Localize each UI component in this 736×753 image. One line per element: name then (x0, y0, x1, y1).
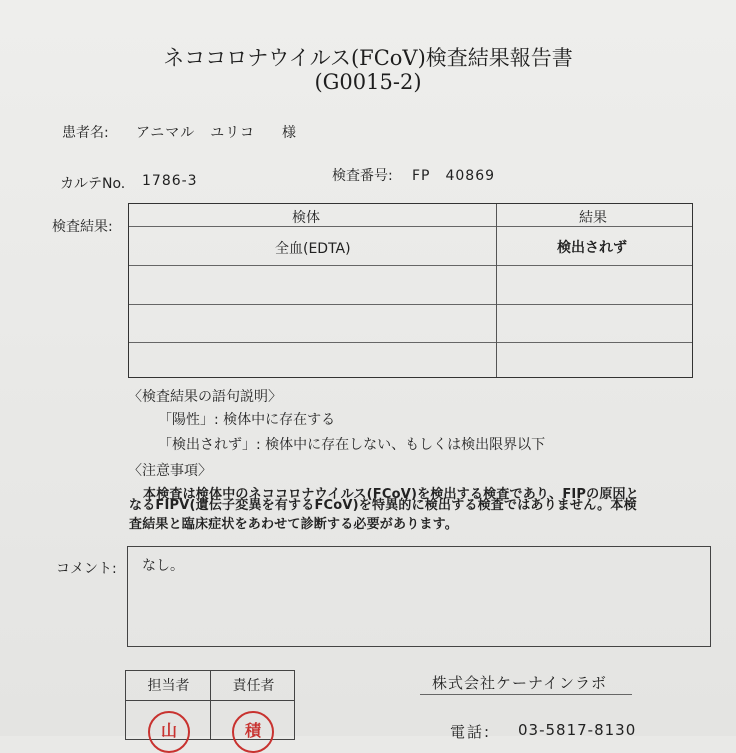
chart-no-value: 1786-3 (142, 173, 198, 189)
company-name: 株式会社ケーナインラボ (432, 674, 607, 692)
report-code: (G0015-2) (314, 70, 422, 94)
comment-label: コメント: (56, 561, 117, 577)
report-title: ネココロナウイルス(FCoV)検査結果報告書 (163, 46, 573, 70)
glossary-positive: 「陽性」: 検体中に存在する (158, 412, 336, 428)
test-no-label: 検査番号: (332, 168, 393, 184)
caution-line-3: 査結果と臨床症状をあわせて診断する必要があります。 (129, 517, 458, 532)
glossary-not-detected: 「検出されず」: 検体中に存在しない、もしくは検出限界以下 (158, 437, 546, 453)
header-result: 結果 (579, 210, 607, 226)
staff-header: 担当者 (147, 678, 190, 694)
phone-number: 03-5817-8130 (518, 721, 637, 739)
test-no-value: FP 40869 (412, 168, 496, 184)
caution-line-2: なるFIPV(遺伝子変異を有するFCoV)を特異的に検出する検査ではありません。本検 (129, 498, 637, 513)
results-label: 検査結果: (52, 219, 113, 235)
staff-seal: 山 (148, 711, 190, 753)
result-cell: 検出されず (557, 240, 627, 256)
caution-line-1: 本検査は検体中のネココロナウイルス(FCoV)を検出する検査であり、FIPの原因と (143, 487, 639, 502)
chart-no-label: カルテNo. (60, 176, 126, 192)
comment-box (127, 546, 711, 647)
patient-label: 患者名: (62, 125, 109, 141)
glossary-heading: 〈検査結果の語句説明〉 (128, 389, 282, 405)
signoff-table (125, 670, 295, 740)
manager-header: 責任者 (232, 678, 275, 694)
manager-seal: 積 (232, 711, 274, 753)
sample-cell: 全血(EDTA) (275, 241, 351, 257)
company-underline (420, 694, 632, 695)
comment-text: なし。 (142, 558, 184, 574)
phone-label: 電話: (450, 723, 492, 741)
patient-name: アニマル ユリコ (136, 125, 256, 141)
results-table (128, 203, 693, 378)
caution-heading: 〈注意事項〉 (128, 463, 212, 479)
header-sample: 検体 (292, 210, 320, 226)
patient-suffix: 様 (282, 125, 297, 141)
